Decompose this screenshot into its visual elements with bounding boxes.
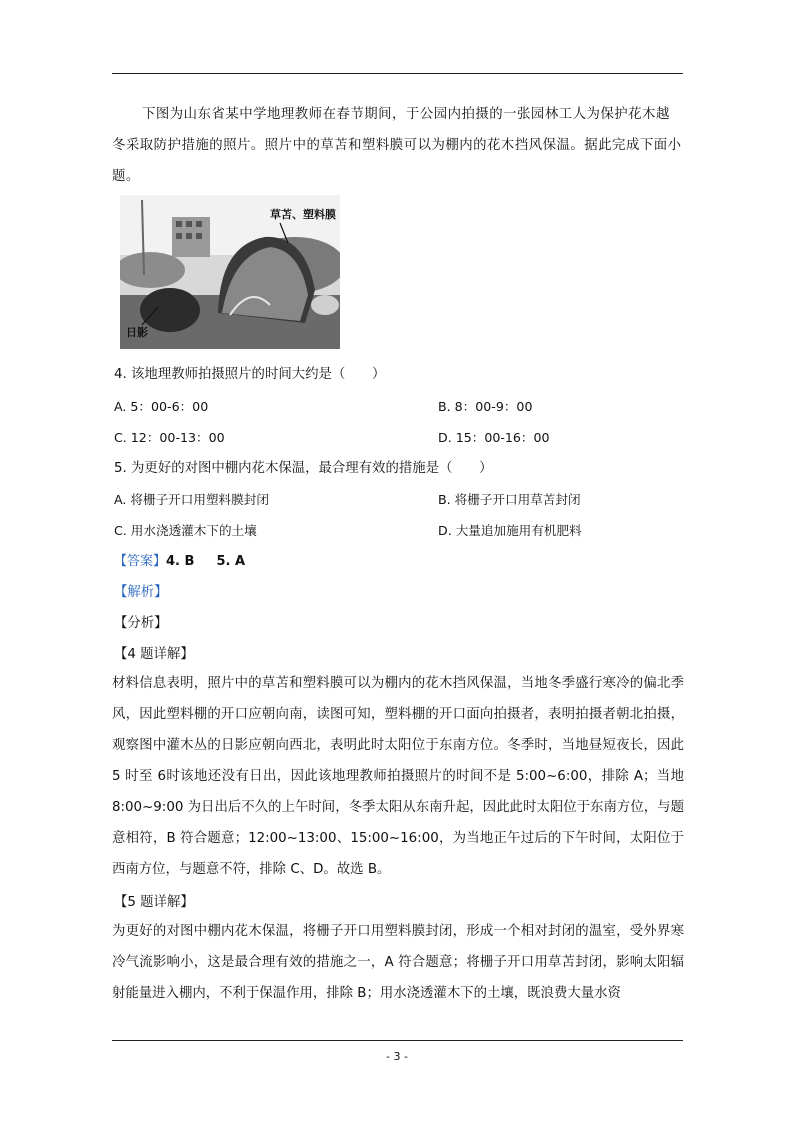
detail-5-heading: 【5 题详解】 <box>114 895 194 910</box>
answer-5: 5. A <box>216 554 246 569</box>
detail-5-text: 为更好的对图中棚内花木保温，将栅子开口用塑料膜封闭，形成一个相对封闭的温室，受外界寒冷气流影响小，这是最合理有效的措施之一，A 符合题意；将栅子开口用草苫封闭，影响太阳辐射能量进入棚内，不利于保温作用，排除 B；用水浇透灌木下的土壤，既浪费大量水资 <box>112 924 684 1001</box>
page-number: - 3 - <box>386 1050 408 1063</box>
q4-option-a: A. 5：00-6：00 <box>114 399 209 414</box>
analysis-heading: 【解析】 <box>114 585 168 600</box>
q4-option-d: D. 15：00-16：00 <box>438 430 550 445</box>
q4-option-b: B. 8：00-9：00 <box>438 399 533 414</box>
footer-rule <box>112 1040 683 1041</box>
header-rule <box>112 73 683 74</box>
fenxi-heading: 【分析】 <box>114 616 168 631</box>
detail-4-text: 材料信息表明，照片中的草苫和塑料膜可以为棚内的花木挡风保温，当地冬季盛行寒冷的偏北季风，因此塑料棚的开口应朝向南，读图可知，塑料棚的开口面向拍摄者，表明拍摄者朝北拍摄，观察图中灌木丛的日影应朝向西北，表明此时太阳位于东南方位。冬季时，当地昼短夜长，因此 5 时至 6时该地还没有日出，因此该地理教师拍摄照片的时间不是 5:00~6:00，排除 A；当地 8:00~9:00 为日出后不久的上午时间，冬季太阳从东南升起，因此此时太阳位于东南方位，与题意相符，B 符合题意；12:00~13:00、15:00~16:00，为当地正午过后的下午时间，太阳位于西南方位，与题意不符，排除 C、D。故选 B。 <box>112 676 684 877</box>
question-5: 5. 为更好的对图中棚内花木保温，最合理有效的措施是（ ） <box>114 461 493 476</box>
photo-label-cover: 草苫、塑料膜 <box>270 208 336 221</box>
photo-label-shadow: 日影 <box>126 326 148 339</box>
answer-tag: 【答案】 <box>114 554 167 569</box>
detail-4-heading: 【4 题详解】 <box>114 647 194 662</box>
q5-option-c: C. 用水浇透灌木下的土壤 <box>114 523 257 538</box>
intro-paragraph: 下图为山东省某中学地理教师在春节期间，于公园内拍摄的一张园林工人为保护花木越冬采取防护措施的照片。照片中的草苫和塑料膜可以为棚内的花木挡风保温。据此完成下面小题。 <box>112 107 682 184</box>
answer-line <box>114 550 267 569</box>
q4-option-c: C. 12：00-13：00 <box>114 430 225 445</box>
photo-figure <box>120 195 340 349</box>
q5-option-d: D. 大量追加施用有机肥料 <box>438 523 582 538</box>
q5-option-b: B. 将栅子开口用草苫封闭 <box>438 492 581 507</box>
question-4: 4. 该地理教师拍摄照片的时间大约是（ ） <box>114 367 386 382</box>
answer-4: 4. B <box>166 554 195 569</box>
q5-option-a: A. 将栅子开口用塑料膜封闭 <box>114 492 269 507</box>
